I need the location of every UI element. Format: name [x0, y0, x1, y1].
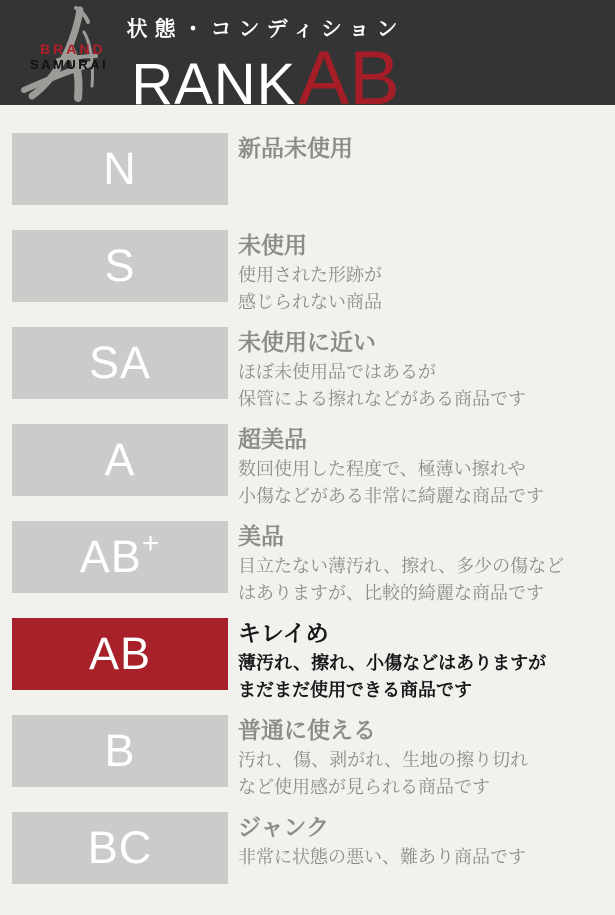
- rank-word: RANK: [131, 52, 297, 105]
- rank-row-s: [12, 230, 615, 312]
- rank-row-ab-plus: [12, 521, 615, 603]
- rank-code: A: [104, 434, 136, 485]
- rank-row-n: [12, 133, 615, 205]
- rank-badge-a: [12, 424, 228, 496]
- rank-info: [238, 812, 526, 871]
- rank-title: 新品未使用: [238, 135, 353, 161]
- rank-badge-bc: [12, 812, 228, 884]
- rank-row-b: [12, 715, 615, 797]
- rank-badge-ab-plus: [12, 521, 228, 593]
- rank-info: [238, 230, 382, 316]
- rank-title: 未使用: [238, 232, 307, 258]
- rank-info: [238, 618, 546, 704]
- rank-description-line: 薄汚れ、擦れ、小傷などはありますが: [238, 653, 547, 673]
- rank-info: [238, 133, 353, 165]
- rank-badge-n: [12, 133, 228, 205]
- logo-brand-text: BRAND: [40, 41, 106, 57]
- rank-heading: [0, 36, 573, 105]
- rank-list: [0, 105, 615, 884]
- logo-samurai-text: SAMURAI: [30, 57, 109, 72]
- rank-row-a: [12, 424, 615, 506]
- rank-description-line: まだまだ使用できる商品です: [238, 680, 472, 700]
- rank-title: キレイめ: [238, 620, 329, 646]
- rank-title: 未使用に近い: [238, 329, 376, 355]
- rank-code: S: [104, 240, 136, 291]
- rank-title: 超美品: [238, 426, 307, 452]
- rank-code: SA: [88, 337, 152, 388]
- rank-info: [238, 424, 544, 510]
- rank-info: [238, 521, 564, 607]
- header-title-block: [0, 0, 573, 105]
- rank-row-sa: [12, 327, 615, 409]
- rank-description-line: はありますが、比較的綺麗な商品です: [238, 583, 544, 603]
- rank-description-line: 汚れ、傷、剥がれ、生地の擦り切れ: [238, 750, 529, 770]
- rank-row-ab-highlighted: [12, 618, 615, 700]
- rank-code: AB: [88, 628, 152, 679]
- rank-description-line: ほぼ未使用品ではあるが: [238, 362, 436, 382]
- rank-code: BC: [87, 822, 153, 873]
- rank-title: 普通に使える: [238, 717, 376, 743]
- rank-description-line: 小傷などがある非常に綺麗な商品です: [238, 486, 544, 506]
- rank-description-line: 非常に状態の悪い、難あり商品です: [238, 847, 526, 867]
- rank-badge-ab: [12, 618, 228, 690]
- header: [0, 0, 615, 105]
- rank-description-line: 使用された形跡が: [238, 265, 382, 285]
- rank-row-bc: [12, 812, 615, 884]
- rank-description-line: など使用感が見られる商品です: [238, 777, 490, 797]
- rank-description-line: 感じられない商品: [238, 292, 382, 312]
- rank-title: ジャンク: [238, 814, 330, 840]
- rank-value: AB: [298, 36, 400, 105]
- rank-code: B: [104, 725, 136, 776]
- rank-code: AB: [79, 531, 142, 582]
- rank-code-plus: +: [141, 527, 161, 560]
- rank-badge-sa: [12, 327, 228, 399]
- rank-info: [238, 327, 526, 413]
- rank-description-line: 保管による擦れなどがある商品です: [238, 389, 526, 409]
- rank-description-line: 目立たない薄汚れ、擦れ、多少の傷など: [238, 556, 565, 576]
- rank-badge-b: [12, 715, 228, 787]
- rank-badge-s: [12, 230, 228, 302]
- rank-description-line: 数回使用した程度で、極薄い擦れや: [238, 459, 526, 479]
- condition-subtitle: 状態・コンディション: [126, 18, 405, 41]
- rank-title: 美品: [238, 523, 284, 549]
- rank-code: N: [103, 143, 137, 194]
- rank-info: [238, 715, 528, 801]
